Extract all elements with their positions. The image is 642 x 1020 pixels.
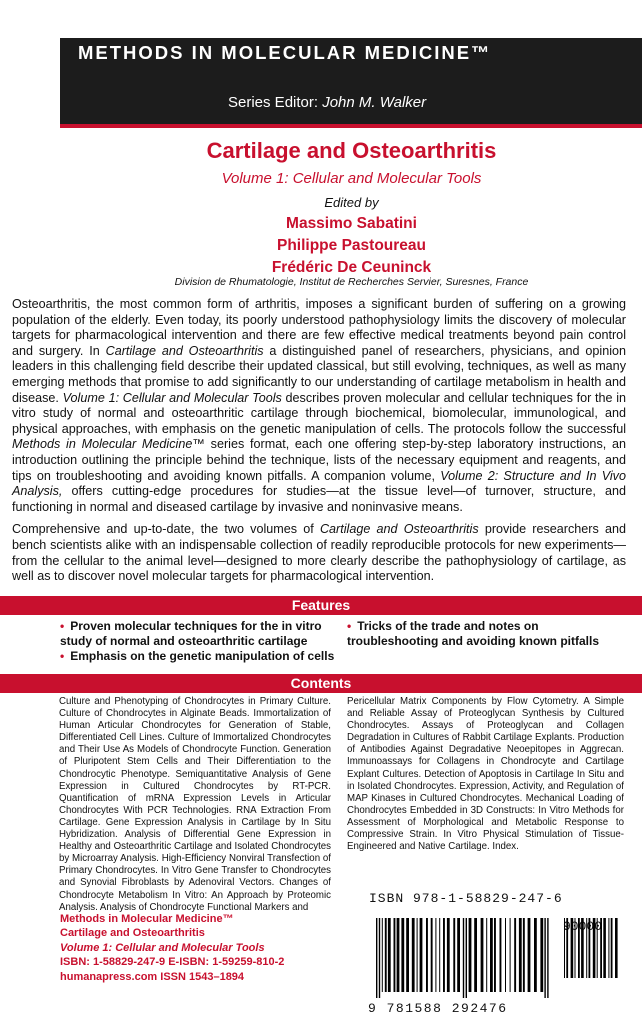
features-heading: Features <box>0 596 642 615</box>
series-title: METHODS IN MOLECULAR MEDICINE™ <box>78 42 492 63</box>
series-editor-label: Series Editor: <box>228 94 319 111</box>
footer-isbn: ISBN: 1-58829-247-9 E-ISBN: 1-59259-810-2 <box>60 956 285 969</box>
contents-column-right: Pericellular Matrix Components by Flow Cytometry. A Simple and Reliable Assay of Proteoglycan Synthesis by Cultured Chondrocytes. Assays of Proteoglycan and Collagen Degradation in Cultures of Rabbit Cartilage Explants. Production of Antibodies Against Degradative Neoepitopes in Aggrecan. Immunoassays for Collagens in Chondrocyte and Cartilage Explant Cultures. Detection of Apoptosis in Cartilage In Situ and in Isolated Chondrocytes. Expression, Activity, and Regulation of MAP Kinases in Cultured Chondrocytes. Mechanical Loading of Chondrocytes Embedded in 3D Constructs: In Vitro Methods for Assessment of Morphological and Metabolic Response to Compressive Strain. In Vitro Physical Stimulation of Tissue-Engineered and Native Cartilage. Index. <box>347 696 624 853</box>
footer-website: humanapress.com ISSN 1543–1894 <box>60 970 245 983</box>
barcode-icon <box>368 906 634 1004</box>
series-editor <box>228 94 426 111</box>
editor-name: Massimo Sabatini <box>286 215 417 232</box>
footer-series: Methods in Molecular Medicine™ <box>60 913 234 925</box>
description-paragraph: Comprehensive and up-to-date, the two volumes of Cartilage and Osteoarthritis provide researchers and bench scientists alike with an indispensable collection of readily reproducible protocols for new experiments—from the cellular to the animal level—designed to more clearly describe the pathophysiology of cartilage, as well as to discover novel molecular targets for pharmacological intervention. <box>12 522 626 584</box>
feature-item: • Tricks of the trade and notes on troubleshooting and avoiding known pitfalls <box>347 619 599 648</box>
editor-affiliation: Division de Rhumatologie, Institut de Recherches Servier, Suresnes, France <box>174 276 529 288</box>
contents-column-left: Culture and Phenotyping of Chondrocytes in Primary Culture. Culture of Chondrocytes in Alginate Beads. Immortalization of Human Articular Chondrocytes for Generation of Stable, Differentiated Cell Lines. Culture of Immortalized Chondrocytes and Their Use As Models of Chondrocyte Function. Generation of Pluripotent Stem Cells and Their Differentiation to the Chondrocytic Phenotype. Semiquantitative Analysis of Gene Expression in Cultured Chondrocytes by RT-PCR. Quantification of mRNA Expression Levels in Articular Chondrocytes With PCR Technologies. RNA Extraction From Cartilage. Gene Expression Analysis in Cartilage by In Situ Hybridization. Analysis of Differential Gene Expression in Healthy and Osteoarthritic Cartilage and Isolated Chondrocytes by Microarray Analysis. High-Efficiency Nonviral Transfection of Primary Chondrocytes. In Vitro Gene Transfer to Chondrocytes and Synovial Fibroblasts by Adenoviral Vectors. Changes of Chondrocyte Metabolism In Vitro: An Approach by Proteomic Analysis. Analysis of Chondrocyte Functional Markers and <box>59 696 331 913</box>
footer-title: Cartilage and Osteoarthritis <box>60 927 205 940</box>
contents-heading: Contents <box>0 674 642 693</box>
book-volume: Volume 1: Cellular and Molecular Tools <box>221 170 482 187</box>
editor-name: Philippe Pastoureau <box>276 237 426 254</box>
footer-volume: Volume 1: Cellular and Molecular Tools <box>60 941 265 954</box>
barcode-isbn: ISBN 978-1-58829-247-6 <box>369 891 563 906</box>
footer-info <box>60 912 284 984</box>
ean-digits: 9 781588 292476 <box>368 1001 508 1016</box>
feature-item: • Proven molecular techniques for the in vitro study of normal and osteoarthritic cartilage <box>60 619 322 648</box>
banner-divider <box>60 124 642 128</box>
description-paragraph: Osteoarthritis, the most common form of arthritis, imposes a significant burden of suffering on a growing population of the elderly. Even today, its poorly understood pathophysiology limits the discovery of molecular targets for pharmacological intervention and there are few effective medical treatments beyond pain control and surgery. In Cartilage and Osteoarthritis a distinguished panel of researchers, physicians, and opinion leaders in this challenging field describe their updated classical, but still evolving, techniques, as well as many emerging methods that promise to add significantly to our understanding of cartilage metabolism in health and disease. Volume 1: Cellular and Molecular Tools describes proven molecular and cellular techniques for the in vitro study of normal and osteoarthritic cartilage through biochemical, biomolecular, immunological, and physical approaches, with emphasis on the genetic manipulation of cells. The protocols follow the successful Methods in Molecular Medicine™ series format, each one offering step-by-step laboratory instructions, an introduction outlining the principle behind the technique, lists of the necessary equipment and reagents, and tips on troubleshooting and avoiding known pitfalls. A companion volume, Volume 2: Structure and In Vivo Analysis, offers cutting-edge procedures for studies—at the tissue level—of turnover, structure, and functioning in normal and diseased cartilage by invasive and noninvasive means. <box>12 297 627 514</box>
edited-by: Edited by <box>324 195 379 210</box>
book-title: Cartilage and Osteoarthritis <box>206 138 497 163</box>
feature-item: • Emphasis on the genetic manipulation of cells <box>60 649 335 663</box>
series-editor-name: John M. Walker <box>322 94 427 111</box>
series-banner <box>60 38 642 124</box>
book-description <box>12 297 626 592</box>
editor-name: Frédéric De Ceuninck <box>271 259 432 276</box>
